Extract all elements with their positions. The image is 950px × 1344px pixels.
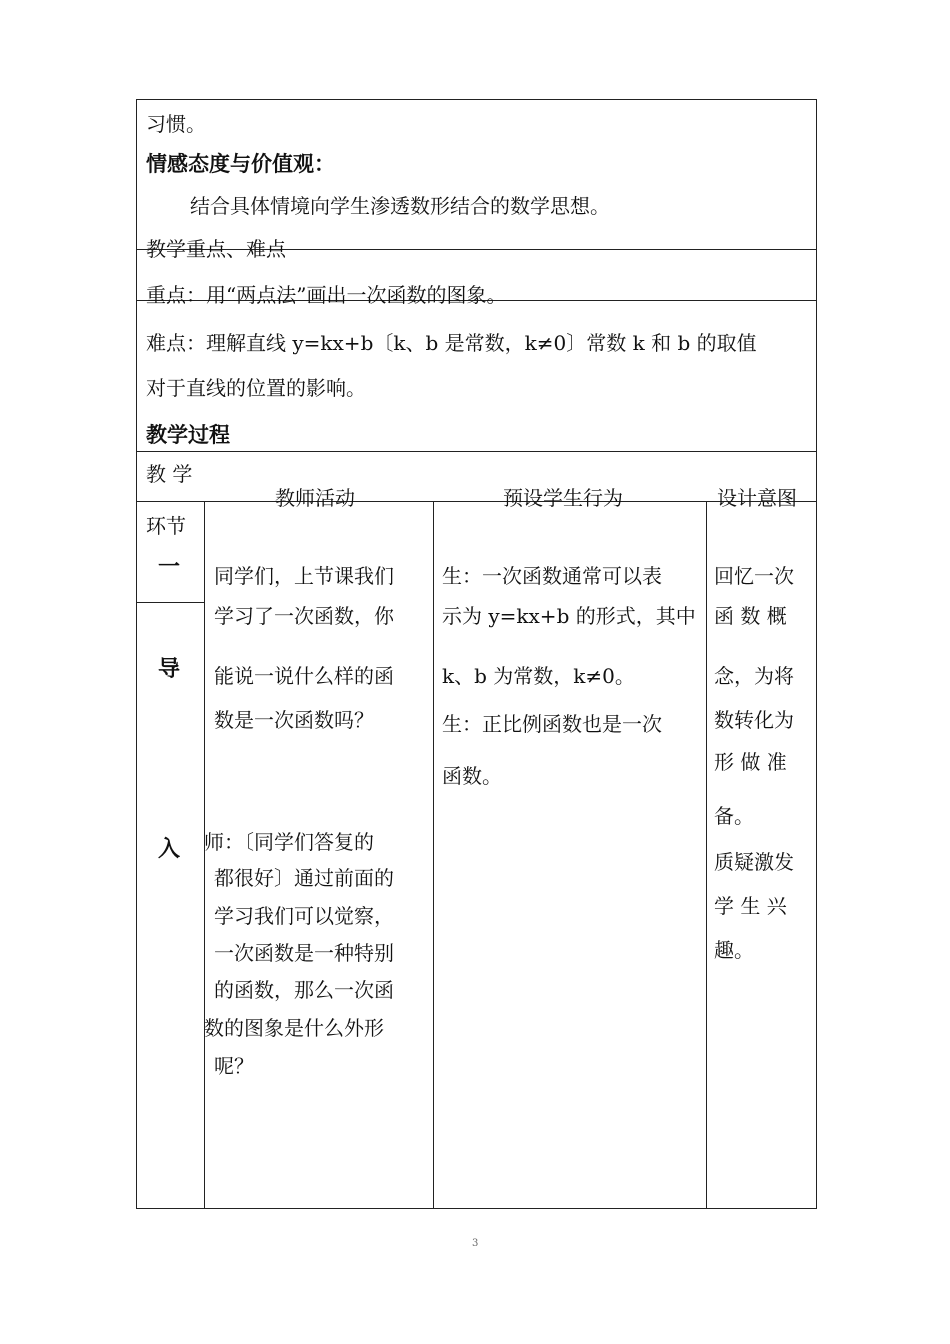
emotion-heading: 情感态度与价值观： [146, 152, 335, 176]
teacher-line: 学习了一次函数，你 [214, 604, 394, 628]
process-heading: 教学过程 [146, 423, 230, 447]
header-student: 预设学生行为 [503, 486, 623, 510]
intent-line: 学 生 兴 [714, 894, 787, 918]
teacher-line: 的函数，那么一次函 [214, 978, 394, 1002]
header-stage-line2: 环节 [146, 514, 186, 538]
intent-line: 备。 [714, 804, 754, 828]
emotion-text: 结合具体情境向学生渗透数形结合的数学思想。 [190, 194, 610, 218]
intent-line: 念，为将 [714, 664, 794, 688]
teacher-line: 数的图象是什么外形 [204, 1016, 384, 1040]
student-line: 生：正比例函数也是一次 [442, 712, 662, 736]
teacher-line: 呢？ [214, 1054, 254, 1078]
difficulty-line-2: 对于直线的位置的影响。 [146, 376, 366, 400]
teacher-line: 一次函数是一种特别 [214, 941, 394, 965]
table-right-border [816, 99, 817, 1209]
teacher-line: 学习我们可以觉察， [214, 904, 394, 928]
student-line: 函数。 [442, 764, 502, 788]
stage-cell-divider [136, 602, 204, 603]
column-divider-teacher [433, 501, 434, 1209]
student-line: k、b 为常数，k≠0。 [442, 664, 635, 688]
page-number: 3 [472, 1238, 479, 1249]
intent-line: 回忆一次 [714, 564, 794, 588]
student-line: 生：一次函数通常可以表 [442, 564, 662, 588]
header-teacher: 教师活动 [275, 486, 355, 510]
student-line: 示为 y=kx+b 的形式，其中 [442, 604, 696, 628]
row-divider-header-bottom [136, 501, 817, 502]
habit-text: 习惯。 [146, 112, 206, 136]
intent-line: 数转化为 [714, 708, 794, 732]
column-divider-student [706, 501, 707, 1209]
teacher-line: 能说一说什么样的函 [214, 664, 394, 688]
intent-line: 趣。 [714, 938, 754, 962]
teacher-line: 数是一次函数吗？ [214, 708, 374, 732]
stage-char-one: 一 [158, 555, 181, 580]
stage-char-guide: 导 [158, 657, 181, 682]
header-stage-line1: 教 学 [146, 462, 193, 486]
stage-char-enter: 入 [158, 837, 181, 862]
intent-line: 形 做 准 [714, 750, 787, 774]
row-divider-table-header [136, 451, 817, 452]
key-difficult-heading: 教学重点、难点 [146, 237, 286, 261]
intent-line: 质疑激发 [714, 850, 794, 874]
teacher-line: 师：〔同学们答复的 [204, 830, 374, 854]
table-left-border [136, 99, 137, 1209]
table-top-border [136, 99, 817, 100]
header-intent: 设计意图 [717, 486, 797, 510]
teacher-line: 同学们，上节课我们 [214, 564, 394, 588]
intent-line: 函 数 概 [714, 604, 787, 628]
table-bottom-border [136, 1208, 817, 1209]
key-point-text: 重点：用“两点法”画出一次函数的图象。 [146, 283, 507, 307]
teacher-line: 都很好〕通过前面的 [214, 866, 394, 890]
difficulty-line-1: 难点：理解直线 y=kx+b〔k、b 是常数，k≠0〕常数 k 和 b 的取值 [146, 331, 757, 355]
column-divider-stage [204, 501, 205, 1209]
